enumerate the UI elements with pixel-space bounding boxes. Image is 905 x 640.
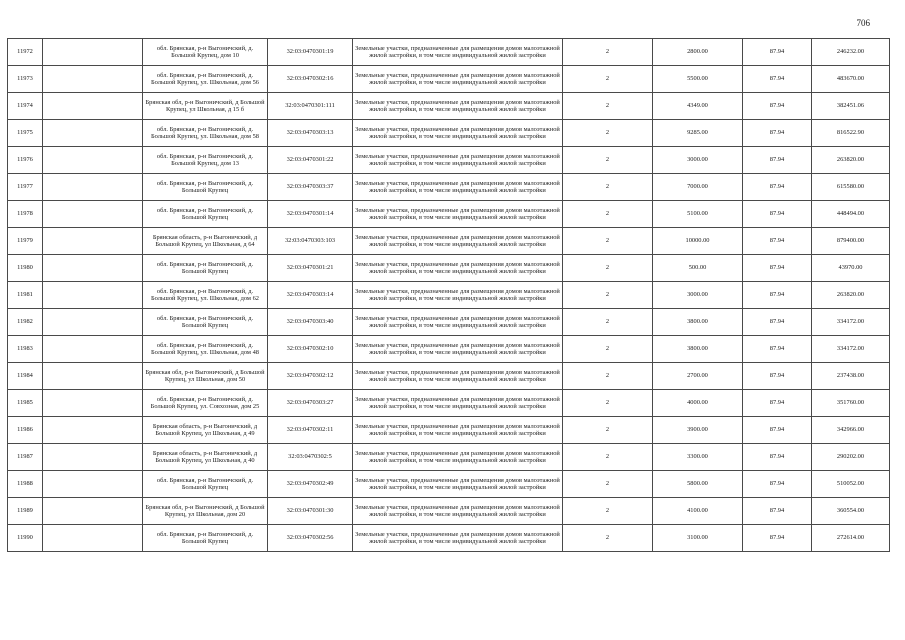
address-cell: Брянская область, р-н Выгоничский, д Большой Крупец, ул Школьная, д 64 — [143, 228, 268, 255]
cadastral-value-cell: 263820.00 — [812, 282, 890, 309]
rate-cell: 87.94 — [743, 363, 812, 390]
area-cell: 4100.00 — [653, 498, 743, 525]
table-row — [8, 39, 890, 66]
table-row — [8, 66, 890, 93]
row-number-cell: 11987 — [8, 444, 43, 471]
rate-cell: 87.94 — [743, 93, 812, 120]
land-use-cell: Земельные участки, предназначенные для размещения домов малоэтажной жилой застройки, в том числе индивидуальной жилой застройки — [353, 309, 563, 336]
category-cell: 2 — [563, 201, 653, 228]
area-cell: 3800.00 — [653, 336, 743, 363]
area-cell: 500.00 — [653, 255, 743, 282]
address-cell: Брянская обл, р-н Выгоничский, д Большой Крупец, ул Школьная, дом 20 — [143, 498, 268, 525]
land-registry-table — [7, 38, 890, 552]
area-cell: 2700.00 — [653, 363, 743, 390]
area-cell: 3000.00 — [653, 282, 743, 309]
row-number-cell: 11975 — [8, 120, 43, 147]
area-cell: 3000.00 — [653, 147, 743, 174]
cadastral-number-cell: 32:03:0470301:19 — [268, 39, 353, 66]
address-cell: Брянская обл, р-н Выгоничский, д Большой Крупец, ул Школьная, д 15 б — [143, 93, 268, 120]
area-cell: 10000.00 — [653, 228, 743, 255]
land-use-cell: Земельные участки, предназначенные для размещения домов малоэтажной жилой застройки, в том числе индивидуальной жилой застройки — [353, 417, 563, 444]
address-cell: обл. Брянская, р-н Выгоничский, д. Большой Крупец, ул. Школьная, дом 56 — [143, 66, 268, 93]
table-row — [8, 390, 890, 417]
cadastral-number-cell: 32:03:0470302:10 — [268, 336, 353, 363]
category-cell: 2 — [563, 174, 653, 201]
cadastral-value-cell: 290202.00 — [812, 444, 890, 471]
cadastral-number-cell: 32:03:0470301:30 — [268, 498, 353, 525]
table-row — [8, 255, 890, 282]
table-row — [8, 417, 890, 444]
empty-cell — [43, 417, 143, 444]
table-row — [8, 309, 890, 336]
row-number-cell: 11972 — [8, 39, 43, 66]
cadastral-value-cell: 879400.00 — [812, 228, 890, 255]
category-cell: 2 — [563, 471, 653, 498]
rate-cell: 87.94 — [743, 309, 812, 336]
address-cell: обл. Брянская, р-н Выгоничский, д. Большой Крупец — [143, 309, 268, 336]
empty-cell — [43, 93, 143, 120]
category-cell: 2 — [563, 228, 653, 255]
cadastral-number-cell: 32:03:0470303:13 — [268, 120, 353, 147]
rate-cell: 87.94 — [743, 390, 812, 417]
empty-cell — [43, 471, 143, 498]
cadastral-number-cell: 32:03:0470303:14 — [268, 282, 353, 309]
cadastral-number-cell: 32:03:0470302:12 — [268, 363, 353, 390]
address-cell: обл. Брянская, р-н Выгоничский, д. Большой Крупец, ул. Совхозная, дом 25 — [143, 390, 268, 417]
empty-cell — [43, 363, 143, 390]
category-cell: 2 — [563, 498, 653, 525]
empty-cell — [43, 39, 143, 66]
cadastral-value-cell: 382451.06 — [812, 93, 890, 120]
row-number-cell: 11990 — [8, 525, 43, 552]
empty-cell — [43, 282, 143, 309]
rate-cell: 87.94 — [743, 255, 812, 282]
land-use-cell: Земельные участки, предназначенные для размещения домов малоэтажной жилой застройки, в том числе индивидуальной жилой застройки — [353, 39, 563, 66]
table-row — [8, 201, 890, 228]
category-cell: 2 — [563, 390, 653, 417]
empty-cell — [43, 120, 143, 147]
category-cell: 2 — [563, 282, 653, 309]
table-row — [8, 336, 890, 363]
rate-cell: 87.94 — [743, 498, 812, 525]
rate-cell: 87.94 — [743, 282, 812, 309]
empty-cell — [43, 147, 143, 174]
cadastral-number-cell: 32:03:0470303:27 — [268, 390, 353, 417]
category-cell: 2 — [563, 417, 653, 444]
land-use-cell: Земельные участки, предназначенные для размещения домов малоэтажной жилой застройки, в том числе индивидуальной жилой застройки — [353, 282, 563, 309]
cadastral-value-cell: 483670.00 — [812, 66, 890, 93]
cadastral-value-cell: 351760.00 — [812, 390, 890, 417]
land-use-cell: Земельные участки, предназначенные для размещения домов малоэтажной жилой застройки, в том числе индивидуальной жилой застройки — [353, 471, 563, 498]
cadastral-number-cell: 32:03:0470301:22 — [268, 147, 353, 174]
table-row — [8, 471, 890, 498]
row-number-cell: 11973 — [8, 66, 43, 93]
land-use-cell: Земельные участки, предназначенные для размещения домов малоэтажной жилой застройки, в том числе индивидуальной жилой застройки — [353, 498, 563, 525]
cadastral-number-cell: 32:03:0470303:103 — [268, 228, 353, 255]
cadastral-value-cell: 334172.00 — [812, 309, 890, 336]
category-cell: 2 — [563, 93, 653, 120]
category-cell: 2 — [563, 255, 653, 282]
row-number-cell: 11977 — [8, 174, 43, 201]
cadastral-number-cell: 32:03:0470302:56 — [268, 525, 353, 552]
table-row — [8, 120, 890, 147]
land-use-cell: Земельные участки, предназначенные для размещения домов малоэтажной жилой застройки, в том числе индивидуальной жилой застройки — [353, 201, 563, 228]
cadastral-value-cell: 43970.00 — [812, 255, 890, 282]
empty-cell — [43, 201, 143, 228]
category-cell: 2 — [563, 309, 653, 336]
address-cell: обл. Брянская, р-н Выгоничский, д. Большой Крупец, дом 10 — [143, 39, 268, 66]
rate-cell: 87.94 — [743, 525, 812, 552]
cadastral-value-cell: 816522.90 — [812, 120, 890, 147]
cadastral-number-cell: 32:03:0470302:11 — [268, 417, 353, 444]
empty-cell — [43, 255, 143, 282]
cadastral-number-cell: 32:03:0470301:111 — [268, 93, 353, 120]
cadastral-number-cell: 32:03:0470303:40 — [268, 309, 353, 336]
address-cell: обл. Брянская, р-н Выгоничский, д. Большой Крупец, ул. Школьная, дом 48 — [143, 336, 268, 363]
category-cell: 2 — [563, 336, 653, 363]
table-row — [8, 174, 890, 201]
category-cell: 2 — [563, 525, 653, 552]
empty-cell — [43, 66, 143, 93]
area-cell: 3300.00 — [653, 444, 743, 471]
category-cell: 2 — [563, 66, 653, 93]
cadastral-value-cell: 615580.00 — [812, 174, 890, 201]
address-cell: обл. Брянская, р-н Выгоничский, д. Большой Крупец — [143, 471, 268, 498]
cadastral-value-cell: 263820.00 — [812, 147, 890, 174]
cadastral-number-cell: 32:03:0470301:21 — [268, 255, 353, 282]
land-use-cell: Земельные участки, предназначенные для размещения домов малоэтажной жилой застройки, в том числе индивидуальной жилой застройки — [353, 255, 563, 282]
rate-cell: 87.94 — [743, 174, 812, 201]
land-use-cell: Земельные участки, предназначенные для размещения домов малоэтажной жилой застройки, в том числе индивидуальной жилой застройки — [353, 120, 563, 147]
row-number-cell: 11981 — [8, 282, 43, 309]
rate-cell: 87.94 — [743, 417, 812, 444]
rate-cell: 87.94 — [743, 201, 812, 228]
empty-cell — [43, 390, 143, 417]
rate-cell: 87.94 — [743, 444, 812, 471]
rate-cell: 87.94 — [743, 336, 812, 363]
address-cell: обл. Брянская, р-н Выгоничский, д. Большой Крупец — [143, 255, 268, 282]
row-number-cell: 11983 — [8, 336, 43, 363]
cadastral-number-cell: 32:03:0470303:37 — [268, 174, 353, 201]
area-cell: 9285.00 — [653, 120, 743, 147]
row-number-cell: 11979 — [8, 228, 43, 255]
cadastral-value-cell: 510052.00 — [812, 471, 890, 498]
row-number-cell: 11980 — [8, 255, 43, 282]
cadastral-value-cell: 272614.00 — [812, 525, 890, 552]
empty-cell — [43, 498, 143, 525]
address-cell: Брянская область, р-н Выгоничский, д Большой Крупец, ул Школьная, д 40 — [143, 444, 268, 471]
cadastral-value-cell: 246232.00 — [812, 39, 890, 66]
address-cell: обл. Брянская, р-н Выгоничский, д. Большой Крупец — [143, 174, 268, 201]
area-cell: 7000.00 — [653, 174, 743, 201]
land-use-cell: Земельные участки, предназначенные для размещения домов малоэтажной жилой застройки, в том числе индивидуальной жилой застройки — [353, 66, 563, 93]
area-cell: 5800.00 — [653, 471, 743, 498]
cadastral-value-cell: 342966.00 — [812, 417, 890, 444]
category-cell: 2 — [563, 444, 653, 471]
table-row — [8, 93, 890, 120]
area-cell: 4000.00 — [653, 390, 743, 417]
land-use-cell: Земельные участки, предназначенные для размещения домов малоэтажной жилой застройки, в том числе индивидуальной жилой застройки — [353, 390, 563, 417]
category-cell: 2 — [563, 39, 653, 66]
address-cell: обл. Брянская, р-н Выгоничский, д. Большой Крупец — [143, 525, 268, 552]
empty-cell — [43, 174, 143, 201]
cadastral-number-cell: 32:03:0470302:16 — [268, 66, 353, 93]
area-cell: 3800.00 — [653, 309, 743, 336]
rate-cell: 87.94 — [743, 66, 812, 93]
area-cell: 5100.00 — [653, 201, 743, 228]
cadastral-value-cell: 360554.00 — [812, 498, 890, 525]
cadastral-number-cell: 32:03:0470301:14 — [268, 201, 353, 228]
row-number-cell: 11978 — [8, 201, 43, 228]
land-use-cell: Земельные участки, предназначенные для размещения домов малоэтажной жилой застройки, в том числе индивидуальной жилой застройки — [353, 147, 563, 174]
empty-cell — [43, 444, 143, 471]
empty-cell — [43, 309, 143, 336]
table-row — [8, 444, 890, 471]
land-use-cell: Земельные участки, предназначенные для размещения домов малоэтажной жилой застройки, в том числе индивидуальной жилой застройки — [353, 525, 563, 552]
row-number-cell: 11989 — [8, 498, 43, 525]
row-number-cell: 11986 — [8, 417, 43, 444]
table-body — [8, 39, 890, 552]
empty-cell — [43, 525, 143, 552]
address-cell: обл. Брянская, р-н Выгоничский, д. Большой Крупец, дом 13 — [143, 147, 268, 174]
land-use-cell: Земельные участки, предназначенные для размещения домов малоэтажной жилой застройки, в том числе индивидуальной жилой застройки — [353, 93, 563, 120]
land-use-cell: Земельные участки, предназначенные для размещения домов малоэтажной жилой застройки, в том числе индивидуальной жилой застройки — [353, 228, 563, 255]
table-row — [8, 228, 890, 255]
table-row — [8, 363, 890, 390]
page-number: 706 — [856, 18, 870, 28]
category-cell: 2 — [563, 363, 653, 390]
rate-cell: 87.94 — [743, 147, 812, 174]
cadastral-value-cell: 334172.00 — [812, 336, 890, 363]
area-cell: 3100.00 — [653, 525, 743, 552]
table-row — [8, 147, 890, 174]
empty-cell — [43, 228, 143, 255]
address-cell: Брянская обл, р-н Выгоничский, д Большой Крупец, ул Школьная, дом 50 — [143, 363, 268, 390]
row-number-cell: 11982 — [8, 309, 43, 336]
rate-cell: 87.94 — [743, 228, 812, 255]
table-row — [8, 525, 890, 552]
row-number-cell: 11984 — [8, 363, 43, 390]
row-number-cell: 11976 — [8, 147, 43, 174]
table-row — [8, 498, 890, 525]
address-cell: обл. Брянская, р-н Выгоничский, д. Большой Крупец — [143, 201, 268, 228]
address-cell: обл. Брянская, р-н Выгоничский, д. Большой Крупец, ул. Школьная, дом 62 — [143, 282, 268, 309]
rate-cell: 87.94 — [743, 471, 812, 498]
land-use-cell: Земельные участки, предназначенные для размещения домов малоэтажной жилой застройки, в том числе индивидуальной жилой застройки — [353, 363, 563, 390]
rate-cell: 87.94 — [743, 120, 812, 147]
table-row — [8, 282, 890, 309]
category-cell: 2 — [563, 147, 653, 174]
address-cell: Брянская область, р-н Выгоничский, д Большой Крупец, ул Школьная, д 49 — [143, 417, 268, 444]
land-use-cell: Земельные участки, предназначенные для размещения домов малоэтажной жилой застройки, в том числе индивидуальной жилой застройки — [353, 174, 563, 201]
area-cell: 4349.00 — [653, 93, 743, 120]
row-number-cell: 11985 — [8, 390, 43, 417]
area-cell: 5500.00 — [653, 66, 743, 93]
row-number-cell: 11974 — [8, 93, 43, 120]
row-number-cell: 11988 — [8, 471, 43, 498]
area-cell: 2800.00 — [653, 39, 743, 66]
rate-cell: 87.94 — [743, 39, 812, 66]
land-use-cell: Земельные участки, предназначенные для размещения домов малоэтажной жилой застройки, в том числе индивидуальной жилой застройки — [353, 444, 563, 471]
category-cell: 2 — [563, 120, 653, 147]
address-cell: обл. Брянская, р-н Выгоничский, д. Большой Крупец, ул. Школьная, дом 58 — [143, 120, 268, 147]
cadastral-value-cell: 237438.00 — [812, 363, 890, 390]
empty-cell — [43, 336, 143, 363]
cadastral-number-cell: 32:03:0470302:49 — [268, 471, 353, 498]
cadastral-value-cell: 448494.00 — [812, 201, 890, 228]
land-use-cell: Земельные участки, предназначенные для размещения домов малоэтажной жилой застройки, в том числе индивидуальной жилой застройки — [353, 336, 563, 363]
cadastral-number-cell: 32:03:0470302:5 — [268, 444, 353, 471]
area-cell: 3900.00 — [653, 417, 743, 444]
